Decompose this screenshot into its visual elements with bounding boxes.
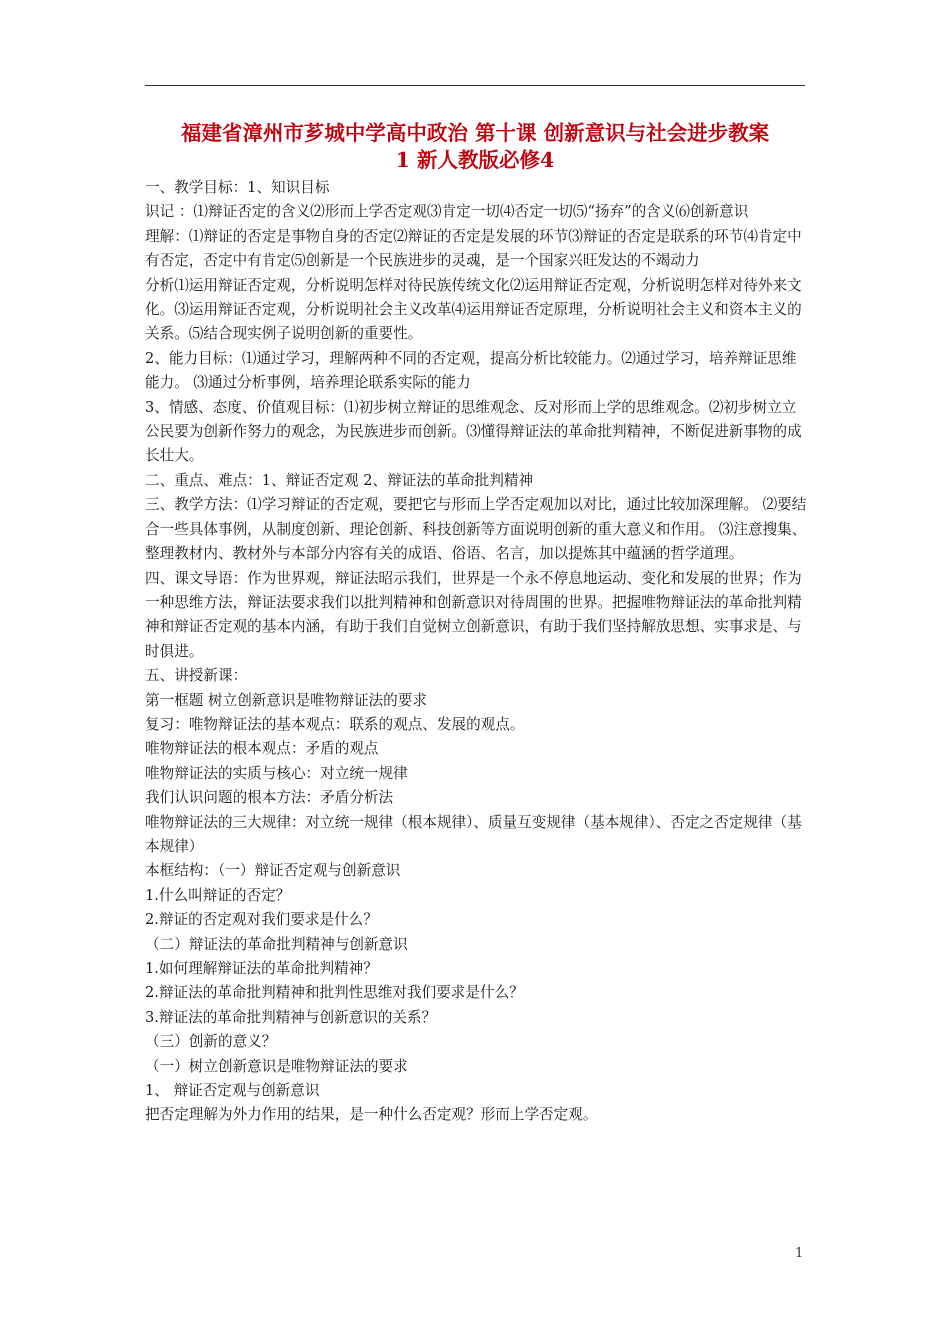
- paragraph: 唯物辩证法的根本观点：矛盾的观点: [145, 740, 379, 758]
- page-number: 1: [795, 1246, 804, 1261]
- paragraph: （一）树立创新意识是唯物辩证法的要求: [145, 1057, 408, 1075]
- paragraph: 1.什么叫辩证的否定？: [145, 886, 291, 904]
- paragraph: 1.如何理解辩证法的革命批判精神？: [145, 960, 378, 977]
- paragraph: 3、情感、态度、价值观目标：⑴初步树立辩证的思维观念、反对形而上学的思维观念。⑵初步树立立公民要为创新作努力的观念，为民族进步而创新。⑶懂得辩证法的革命批判精神，不断促进新事物的成长壮大。: [145, 398, 802, 465]
- paragraph: 3.辩证法的革命批判精神与创新意识的关系？: [145, 1008, 437, 1026]
- paragraph: 第一框题 树立创新意识是唯物辩证法的要求: [145, 691, 427, 709]
- paragraph: 我们认识问题的根本方法：矛盾分析法: [145, 789, 394, 807]
- paragraph: 识记 ：⑴辩证否定的含义⑵形而上学否定观⑶肯定一切⑷否定一切⑸“扬弃”的含义⑹创新意识: [145, 203, 749, 221]
- paragraph: 把否定理解为外力作用的结果，是一种什么否定观？形而上学否定观。: [145, 1106, 598, 1124]
- document-body: [145, 176, 810, 1128]
- title-line-1: 福建省漳州市芗城中学高中政治 第十课 创新意识与社会进步教案: [180, 121, 770, 145]
- paragraph: 2、能力目标：⑴通过学习，理解两种不同的否定观，提高分析比较能力。⑵通过学习，培养辩证思维能力。 ⑶通过分析事例，培养理论联系实际的能力: [145, 349, 797, 392]
- paragraph: 二、重点、难点：1、辩证否定观 2、辩证法的革命批判精神: [145, 471, 534, 489]
- paragraph: 复习：唯物辩证法的基本观点：联系的观点、发展的观点。: [145, 715, 525, 733]
- title-line-2: 1 新人教版必修4: [395, 148, 555, 172]
- paragraph: （三）创新的意义？: [145, 1033, 277, 1051]
- paragraph: 2.辩证的否定观对我们要求是什么？: [145, 911, 378, 929]
- header-rule: [145, 85, 805, 86]
- paragraph: 四、课文导语：作为世界观，辩证法昭示我们，世界是一个永不停息地运动、变化和发展的世界；作为一种思维方法，辩证法要求我们以批判精神和创新意识对待周围的世界。把握唯物辩证法的革命批判精神和辩证否定观的基本内涵，有助于我们自觉树立创新意识，有助于我们坚持解放思想、实事求是、与时俱进。: [145, 569, 802, 660]
- paragraph: 唯物辩证法的实质与核心：对立统一规律: [145, 764, 408, 782]
- paragraph: 2.辩证法的革命批判精神和批判性思维对我们要求是什么？: [145, 984, 524, 1002]
- paragraph: 1、 辩证否定观与创新意识: [145, 1082, 320, 1100]
- paragraph: （二）辩证法的革命批判精神与创新意识: [145, 935, 408, 953]
- paragraph: 分析⑴运用辩证否定观，分析说明怎样对待民族传统文化⑵运用辩证否定观，分析说明怎样对待外来文化。⑶运用辩证否定观，分析说明社会主义改革⑷运用辩证否定原理，分析说明社会主义和资本主义的关系。⑸结合现实例子说明创新的重要性。: [145, 276, 802, 343]
- paragraph: 理解：⑴辩证的否定是事物自身的否定⑵辩证的否定是发展的环节⑶辩证的否定是联系的环节⑷肯定中有否定，否定中有肯定⑸创新是一个民族进步的灵魂，是一个国家兴旺发达的不竭动力: [145, 227, 802, 270]
- paragraph: 本框结构：（一）辩证否定观与创新意识: [145, 862, 401, 880]
- paragraph: 三、教学方法：⑴学习辩证的否定观，要把它与形而上学否定观加以对比，通过比较加深理解。 ⑵要结合一些具体事例，从制度创新、理论创新、科技创新等方面说明创新的重大意义和作用。 ⑶注意搜集、整理教材内、教材外与本部分内容有关的成语、俗语、名言，加以提炼其中蕴涵的哲学道理。: [145, 496, 807, 563]
- paragraph: 一、教学目标：1、知识目标: [145, 179, 330, 196]
- paragraph: 唯物辩证法的三大规律：对立统一规律（根本规律）、质量互变规律（基本规律）、否定之否定规律（基本规律）: [145, 813, 802, 855]
- paragraph: 五、讲授新课：: [145, 667, 248, 685]
- document-title: [145, 120, 805, 174]
